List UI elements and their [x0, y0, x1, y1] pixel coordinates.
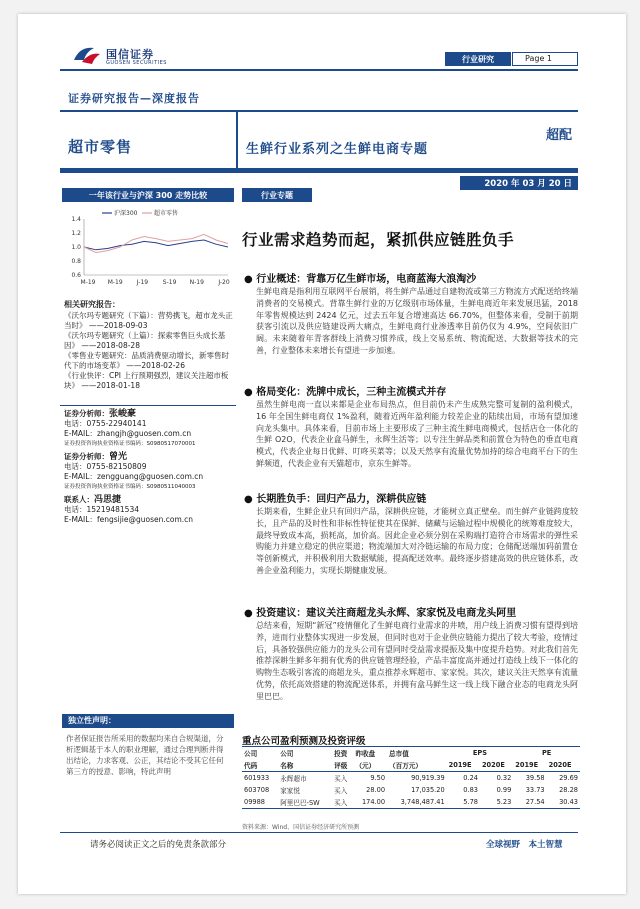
table-cell: 5.23	[496, 798, 512, 806]
email-label: E-MAIL：	[64, 429, 97, 438]
contact-name: 冯思捷	[94, 495, 122, 505]
table-cell: 601933	[244, 774, 270, 782]
phone-label: 电话：	[64, 505, 87, 514]
related-item[interactable]: 《沃尔玛专题研究（下篇）：营势携飞，超市龙头正当时》 ——2018-09-03	[64, 311, 233, 330]
table-cell: 家家悦	[280, 787, 300, 795]
contact-phone: 15219481534	[86, 505, 139, 514]
table-header: 2020E	[548, 761, 572, 769]
y-tick-label: 0.8	[71, 258, 81, 265]
guosen-logo-icon	[72, 44, 102, 66]
table-header: 公司	[244, 750, 258, 758]
report-headline: 行业需求趋势而起，紧抓供应链胜负手	[242, 231, 515, 249]
analyst-cert: 证券投资咨询执业资格证书编码：S0980517070001	[64, 441, 196, 447]
table-cell: 0.99	[496, 786, 512, 794]
table-cell: 3,748,487.41	[400, 798, 445, 806]
table-header-row	[242, 747, 580, 760]
analyst-phone: 0755-22940141	[86, 419, 147, 428]
x-tick-label: S-19	[162, 279, 177, 286]
analyst-cert: 证券投资咨询执业资格证书编码：S0980511040003	[64, 484, 196, 490]
table-cell: 90,919.39	[411, 774, 445, 782]
table-header: （元）	[355, 762, 376, 770]
y-tick-label: 1.2	[71, 230, 81, 237]
email-label: E-MAIL：	[64, 472, 97, 481]
related-item[interactable]: 《沃尔玛专题研究（上篇）：探索零售巨头成长基因》 ——2018-08-28	[64, 331, 226, 350]
page-number: Page 1	[512, 52, 578, 66]
contact-email[interactable]: fengsijie@guosen.com.cn	[96, 515, 194, 524]
analyst-name: 曾光	[109, 452, 128, 462]
table-header-row	[242, 759, 580, 772]
topic-tag: 行业专题	[242, 188, 312, 202]
table-source: 资料来源：Wind、国信证券经济研究所预测	[242, 824, 360, 831]
analyst-divider	[60, 405, 236, 406]
analyst-role: 证券分析师：	[64, 409, 109, 418]
section-heading: ● 行业概述：背靠万亿生鲜市场，电商蓝海大浪淘沙	[244, 274, 477, 285]
table-header: 2019E	[515, 761, 539, 769]
analyst-email[interactable]: zengguang@guosen.com.cn	[96, 472, 204, 481]
analyst-row	[64, 409, 236, 419]
table-header: 公司	[280, 750, 294, 758]
x-tick-label: J-19	[136, 279, 149, 286]
section-body: 总结来看，短期“新冠”疫情催化了生鲜电商行业需求的井喷，用户线上消费习惯有望得到培养，进而行业整体实现进一步发展，但同时也对于企业供应链能力提出了较大考验，疫情过后，具备较强供应能力的龙头公司有望同时受益需求提振及集中度提升趋势。对此我们首先推荐深耕生鲜多年拥有优秀的供应链管理经验，产品丰富度高并通过打造线上线下一体化的购物生态吸引客流的商超龙头，重点推荐永辉超市、家家悦。其次，建议关注天然享有流量优势，依托高效搭建的物流配送体系，并拥有盒马鲜生这一线上线下融合业态的电商龙头阿里巴巴。	[256, 621, 578, 701]
related-research	[64, 300, 236, 391]
section-heading: ● 格局变化：洗牌中成长，三种主流模式并存	[244, 387, 447, 398]
table-cell: 0.32	[496, 774, 512, 782]
section-body: 生鲜电商是指利用互联网平台展销，将生鲜产品通过自建物流或第三方物流方式配送给终端消费者的交易模式。背靠生鲜行业的万亿级别市场体量，生鲜电商近年来发展迅猛，2018 年零售规模达到 2424 亿元，过去五年复合增速高达 66.70%，但整体来看，受制于前期获客引流以及供应链建设两大痛点，生鲜电商行业渗透率目前仍仅为 4.9%，空间依旧广阔。未来随着年青客群线上消费习惯养成，线上交易系统、物流配送、大数据等技术的完善，行业整体未来增长有望进一步加速。	[256, 287, 578, 355]
logo-subtext: GUOSEN SECURITIES	[106, 60, 167, 66]
section-tag: 行业研究	[445, 52, 511, 66]
analyst-phone: 0755-82150809	[86, 462, 147, 471]
table-header: 2020E	[481, 761, 505, 769]
related-item[interactable]: 《行业快评：CPI 上行预期强烈，建议关注超市板块》 ——2018-01-18	[64, 371, 229, 390]
section-body: 长期来看，生鲜企业只有回归产品，深耕供应链，才能树立真正壁垒。而生鲜产业链跨度较长，且产品的及时性和非标性特征使其在保鲜、储藏与运输过程中规模化的统筹难度较大，最终导致成本高，损耗高，加价高。因此企业必须分别在采购端打造符合市场需求的弹性采购能力并建立稳定的供应渠道；物流端加大对冷链运输的布局力度；仓储配送端加码前置仓等创新模式，并积极利用大数据赋能，提高配送效率。最终逐步搭建高效的供应链体系，改善企业盈利能力，实现长期健康发展。	[256, 507, 578, 575]
table-cell: 永辉超市	[280, 775, 307, 783]
table-cell: 28.00	[366, 786, 386, 794]
investment-rating: 超配	[546, 128, 573, 143]
phone-label: 电话：	[64, 462, 87, 471]
industry-name: 超市零售	[68, 138, 133, 156]
footer-divider	[60, 832, 578, 833]
x-tick-label: M-19	[107, 279, 123, 286]
logo-text: 国信证券	[106, 48, 154, 61]
table-title: 重点公司盈利预测及投资评级	[242, 736, 366, 747]
table-cell: 33.73	[525, 786, 545, 794]
table-cell: 27.54	[525, 798, 545, 806]
report-type: 证券研究报告—深度报告	[68, 92, 200, 105]
table-cell: 17,035.20	[411, 786, 445, 794]
table-cell: 9.50	[370, 774, 386, 782]
footer-disclaimer: 请务必阅读正文之后的免责条款部分	[90, 840, 227, 850]
table-cell: 买入	[334, 799, 348, 807]
table-cell: 29.69	[559, 774, 578, 782]
table-row	[242, 796, 580, 809]
table-cell: 买入	[334, 775, 348, 783]
section-body: 虽然生鲜电商一直以来都是企业布局热点，但目前仍未产生成熟完整可复制的盈利模式，16 年全国生鲜电商仅 1%盈利，随着近两年盈利能力较差企业的陆续出局，市场有望加速向龙头集中。具体来看，目前市场上主要形成了三种主流生鲜电商模式，包括店仓一体化的生鲜 O2O，代表企业盒马鲜生，永辉生活等；以专注生鲜品类和前置仓为特色的垂直电商模式，代表企业每日优鲜、叮咚买菜等；以及天然享有流量优势加持的综合电商平台下的生鲜频道，代表企业有天猫超市，京东生鲜等。	[256, 400, 578, 468]
table-header: 代码	[244, 762, 258, 770]
table-cell: 0.83	[463, 786, 478, 794]
table-cell: 39.58	[525, 774, 545, 782]
y-tick-label: 0.6	[71, 272, 81, 279]
table-header: 总市值	[389, 750, 409, 758]
analyst-role: 证券分析师：	[64, 452, 109, 461]
table-row	[242, 772, 580, 785]
table-cell: 0.24	[463, 774, 478, 782]
report-subtitle: 生鲜行业系列之生鲜电商专题	[246, 142, 429, 157]
x-tick-label: J-20	[218, 279, 230, 286]
disclaimer-title: 独立性声明：	[62, 714, 234, 728]
table-cell: 28.28	[559, 786, 578, 794]
series-line	[84, 240, 228, 250]
report-date: 2020 年 03 月 20 日	[460, 176, 578, 190]
related-title: 相关研究报告：	[64, 300, 120, 309]
analyst-email[interactable]: zhangjh@guosen.com.cn	[96, 429, 192, 438]
table-header: 2019E	[448, 761, 472, 769]
table-cell: 174.00	[361, 798, 386, 806]
disclaimer-text: 作者保证报告所采用的数据均来自合规渠道，分析逻辑基于本人的职业理解，通过合理判断并得出结论，力求客观、公正，其结论不受其它任何第三方的授意、影响，特此声明	[66, 734, 224, 776]
legend-label: 超市零售	[154, 210, 179, 217]
series-line	[84, 234, 228, 252]
table-cell: 603708	[244, 786, 270, 794]
table-cell: 买入	[334, 787, 348, 795]
x-tick-label: N-19	[189, 279, 204, 286]
table-cell: 09988	[244, 798, 265, 806]
phone-label: 电话：	[64, 419, 87, 428]
section-heading: ● 长期胜负手：回归产品力，深耕供应链	[244, 494, 427, 505]
footer-slogan: 全球视野 本土智慧	[486, 840, 563, 850]
table-header: 评级	[334, 762, 348, 770]
table-header: EPS	[472, 749, 488, 757]
table-header: 昨收盘	[355, 750, 376, 758]
title-divider-top	[60, 110, 578, 112]
table-row	[242, 784, 580, 796]
email-label: E-MAIL：	[64, 515, 97, 524]
legend-label: 沪深300	[114, 210, 138, 217]
table-header: 名称	[280, 762, 294, 770]
header-divider	[60, 69, 578, 71]
related-item[interactable]: 《零售业专题研究：品质消费驱动增长，新零售时代下的市场变革》 ——2018-02-26	[64, 351, 229, 370]
chart-title: 一年该行业与沪深 300 走势比较	[62, 188, 234, 202]
analyst-block	[64, 409, 236, 525]
table-cell: 30.43	[559, 798, 578, 806]
table-cell: 5.78	[463, 798, 478, 806]
table-header: （百万元）	[389, 762, 422, 770]
title-divider-bottom	[60, 168, 578, 173]
x-tick-label: M-19	[80, 279, 96, 286]
section-heading: ● 投资建议：建议关注商超龙头永辉、家家悦及电商龙头阿里	[244, 608, 517, 619]
table-cell: 阿里巴巴-SW	[280, 799, 320, 807]
table-header: PE	[541, 749, 552, 757]
trend-chart	[62, 205, 234, 295]
analyst-name: 张峻豪	[109, 409, 137, 419]
forecast-table	[242, 746, 580, 809]
y-tick-label: 1.0	[71, 244, 81, 251]
contact-role: 联系人：	[64, 495, 94, 504]
y-tick-label: 1.4	[71, 216, 81, 223]
title-vertical-divider	[236, 112, 238, 172]
table-header: 投资	[334, 750, 348, 758]
